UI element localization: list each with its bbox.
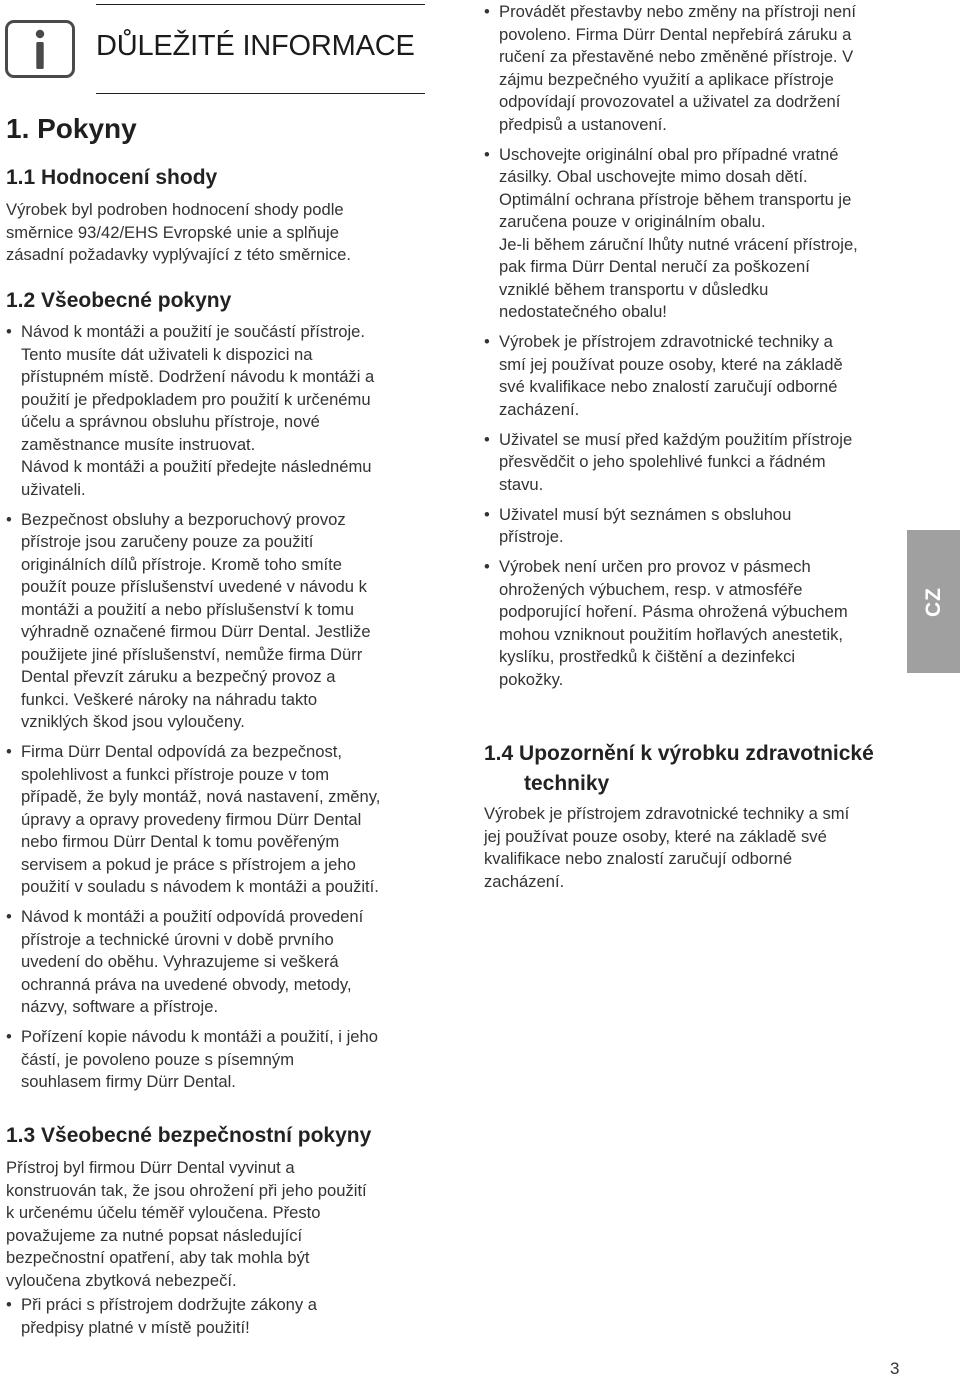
bullet-item: [6, 1026, 436, 1094]
section-heading-1-2: 1.2 Všeobecné pokyny: [6, 289, 232, 312]
header-bottom-rule: [96, 93, 425, 94]
text-line: Výrobek byl podroben hodnocení shody podle: [6, 200, 344, 219]
bullet-item: [6, 509, 436, 734]
bullet-text-line: stavu.: [499, 474, 544, 494]
bullet-text-line: Pořízení kopie návodu k montáži a použití, i jeho: [21, 1027, 378, 1046]
bullet-item: [484, 504, 904, 549]
bullet-text-line: přesvědčit o jeho spolehlivé funkci a řádném: [499, 452, 826, 471]
bullet-text-line: uživateli.: [21, 479, 86, 499]
bullet-icon: •: [484, 557, 490, 576]
text-line: vyloučena zbytková nebezpečí.: [6, 1270, 237, 1290]
bullet-text-line: nebo firmou Dürr Dental k tomu pověřeným: [21, 832, 340, 851]
bullet-text-line: kyslíku, prostředků k čištění a dezinfekci: [499, 647, 796, 666]
bullet-item: [484, 556, 904, 691]
bullet-text-line: pak firma Dürr Dental neručí za poškození: [499, 257, 810, 276]
section-heading-1-4-line2: techniky: [524, 772, 610, 795]
bullet-text-line: vzniklých škod jsou vyloučeny.: [21, 712, 245, 731]
language-tab-cz: [907, 530, 960, 673]
bullet-text-line: nedostatečného obalu!: [499, 302, 667, 321]
bullet-text-line: pokožky.: [499, 669, 564, 689]
bullet-item: [6, 1294, 436, 1339]
bullet-item: [6, 321, 436, 501]
bullet-text-line: mohou vzniknout použitím hořlavých anestetik,: [499, 624, 844, 644]
bullet-text-line: servisem a pokud je práce s přístrojem a jeho: [21, 854, 356, 874]
bullet-item: [6, 741, 436, 899]
bullet-text-line: předpisů a ustanovení.: [499, 114, 667, 134]
bullet-text-line: spolehlivost a funkci přístroje pouze v tom: [21, 764, 330, 784]
text-line: zacházení.: [484, 871, 565, 891]
bullet-icon: •: [484, 429, 490, 449]
section-1-3-bullet-list: [6, 1294, 436, 1347]
bullet-text-line: Návod k montáži a použití odpovídá provedení: [21, 907, 364, 926]
bullet-icon: •: [6, 1027, 12, 1046]
bullet-text-line: Výrobek není určen pro provoz v pásmech: [499, 557, 811, 576]
bullet-text-line: výhradně označené firmou Dürr Dental. Jestliže: [21, 622, 371, 641]
bullet-item: [484, 144, 904, 324]
bullet-text-line: použití v souladu s návodem k montáži a použití.: [21, 877, 379, 896]
bullet-icon: •: [6, 322, 12, 341]
bullet-text-line: zaručena pouze v originálním obalu.: [499, 212, 766, 231]
bullet-text-line: Optimální ochrana přístroje během transportu je: [499, 189, 852, 209]
bullet-text-line: své kvalifikace nebo znalostí zaručují odborné: [499, 377, 838, 396]
bullet-text-line: předpisy platné v místě použití!: [21, 1317, 250, 1337]
bullet-text-line: funkci. Veškeré nároky na náhradu takto: [21, 689, 318, 709]
text-line: jej používat pouze osoby, které na základě své: [484, 826, 827, 846]
bullet-text-line: zaměstnance musíte instruovat.: [21, 434, 256, 454]
bullet-item: [484, 1, 904, 136]
bullet-text-line: Návod k montáži a použití je součástí přístroje.: [21, 322, 366, 341]
bullet-icon: •: [6, 907, 12, 926]
bullet-text-line: souhlasem firmy Dürr Dental.: [21, 1072, 236, 1091]
bullet-text-line: Bezpečnost obsluhy a bezporuchový provoz: [21, 509, 346, 529]
bullet-text-line: podporující hoření. Pásma ohrožená výbuchem: [499, 602, 848, 621]
bullet-text-line: Návod k montáži a použití předejte následnému: [21, 457, 372, 476]
section-heading-1-1: 1.1 Hodnocení shody: [6, 166, 218, 189]
page-number: 3: [890, 1359, 900, 1378]
bullet-text-line: přístroje.: [499, 527, 564, 546]
bullet-text-line: částí, je povoleno pouze s písemným: [21, 1049, 295, 1069]
bullet-item: [484, 429, 904, 497]
bullet-item: [484, 331, 904, 421]
bullet-text-line: povoleno. Firma Dürr Dental nepřebírá záruku a: [499, 24, 852, 44]
bullet-text-line: Tento musíte dát uživateli k dispozici na: [21, 344, 313, 364]
bullet-icon: •: [484, 504, 490, 524]
section-1-3-body: [6, 1157, 367, 1292]
bullet-text-line: ručení za přestavěné nebo změněné přístroje. V: [499, 47, 854, 66]
bullet-text-line: přístroje a technické úrovni v době prvního: [21, 929, 334, 949]
bullet-icon: •: [484, 332, 490, 351]
bullet-text-line: Dental převzít záruku a bezpečný provoz a: [21, 667, 336, 686]
text-line: Výrobek je přístrojem zdravotnické techniky a smí: [484, 804, 850, 823]
bullet-text-line: vzniklé během transportu v důsledku: [499, 279, 769, 299]
page-header-title: DŮLEŽITÉ INFORMACE: [96, 30, 415, 62]
text-line: zásadní požadavky vyplývající z této směrnice.: [6, 245, 351, 264]
bullet-icon: •: [6, 742, 12, 761]
bullet-text-line: použití je předpokladem pro použití k určenému: [21, 389, 371, 409]
bullet-text-line: přístroje jsou zaručeny pouze za použití: [21, 532, 314, 551]
text-line: kvalifikace nebo znalostí zaručují odborné: [484, 849, 793, 868]
bullet-text-line: Je-li během záruční lhůty nutné vrácení přístroje,: [499, 234, 858, 254]
text-line: konstruován tak, že jsou ohrožení při jeho použití: [6, 1180, 367, 1200]
bullet-text-line: zásilky. Obal uschovejte mimo dosah dětí.: [499, 167, 808, 186]
bullet-text-line: Při práci s přístrojem dodržujte zákony a: [21, 1295, 318, 1314]
bullet-text-line: použít pouze příslušenství uvedené v návodu k: [21, 577, 367, 596]
section-heading-1-4: [484, 739, 874, 799]
bullet-text-line: přístupném místě. Dodržení návodu k montáži a: [21, 367, 375, 386]
bullet-icon: •: [6, 509, 12, 529]
bullet-icon: •: [6, 1295, 12, 1314]
bullet-text-line: úpravy a opravy provedeny firmou Dürr Dental: [21, 809, 362, 829]
section-1-1-body: [6, 199, 351, 267]
bullet-text-line: ochranná práva na uvedené obvody, metody,: [21, 974, 352, 994]
bullet-icon: •: [484, 144, 490, 164]
section-1-4-body: [484, 803, 849, 893]
text-line: považujeme za nutné popsat následující: [6, 1225, 303, 1245]
text-line: směrnice 93/42/EHS Evropské unie a splňuje: [6, 222, 339, 242]
text-line: Přístroj byl firmou Dürr Dental vyvinut a: [6, 1158, 295, 1177]
bullet-text-line: montáži a použití a nebo příslušenství k tomu: [21, 599, 354, 619]
bullet-text-line: ohrožených výbuchem, resp. v atmosféře: [499, 579, 803, 599]
language-tab-label: CZ: [921, 586, 945, 617]
header-top-rule: [96, 4, 425, 5]
section-heading-1-4-line1: 1.4 Upozornění k výrobku zdravotnické: [484, 742, 874, 765]
bullet-icon: •: [484, 2, 490, 21]
bullet-text-line: účelu a správnou obsluhu přístroje, nové: [21, 412, 320, 431]
bullet-text-line: odpovídají provozovatel a uživatel za dodržení: [499, 92, 841, 111]
bullet-text-line: Provádět přestavby nebo změny na přístroji není: [499, 2, 856, 21]
bullet-text-line: originálních dílů přístroje. Kromě toho smíte: [21, 554, 342, 574]
text-line: bezpečnostní opatření, aby tak mohla být: [6, 1248, 310, 1267]
bullet-text-line: Výrobek je přístrojem zdravotnické techniky a: [499, 332, 833, 351]
bullet-text-line: použijete jiné příslušenství, nemůže firma Dürr: [21, 644, 363, 664]
right-column-bullet-list: [484, 1, 904, 699]
text-line: k určenému účelu téměř vyloučena. Přesto: [6, 1203, 321, 1222]
section-heading-pokyny: 1. Pokyny: [6, 113, 137, 144]
bullet-text-line: Firma Dürr Dental odpovídá za bezpečnost,: [21, 742, 342, 761]
bullet-text-line: Uschovejte originální obal pro případné vratné: [499, 144, 839, 164]
info-icon: [5, 20, 75, 78]
bullet-text-line: názvy, software a přístroje.: [21, 997, 219, 1016]
bullet-text-line: Uživatel musí být seznámen s obsluhou: [499, 504, 792, 524]
section-heading-1-3: 1.3 Všeobecné bezpečnostní pokyny: [6, 1124, 372, 1147]
bullet-text-line: případě, že byly montáž, nová nastavení, změny,: [21, 787, 381, 806]
bullet-text-line: uvedení do oběhu. Vyhrazujeme si veškerá: [21, 952, 339, 971]
bullet-text-line: zacházení.: [499, 399, 580, 419]
bullet-item: [6, 906, 436, 1019]
bullet-text-line: Uživatel se musí před každým použitím přístroje: [499, 429, 853, 449]
section-1-2-bullet-list: [6, 321, 436, 1101]
bullet-text-line: zájmu bezpečného využití a aplikace přístroje: [499, 69, 834, 89]
bullet-text-line: smí jej používat pouze osoby, které na základě: [499, 354, 843, 374]
